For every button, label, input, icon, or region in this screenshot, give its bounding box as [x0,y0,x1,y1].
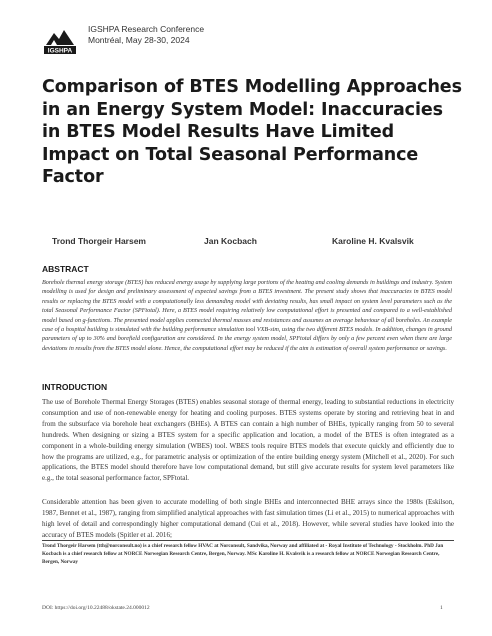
author-harsem: Trond Thorgeir Harsem [52,236,146,246]
conference-name: IGSHPA Research Conference [88,24,205,34]
doi-link[interactable]: DOI: https://doi.org/10.22488/okstate.24.000012 [42,605,150,611]
conference-info [88,24,204,46]
author-kvalsvik: Karoline H. Kvalsvik [332,236,414,246]
igshpa-logo [42,25,78,55]
introduction-paragraph-1: The use of Borehole Thermal Energy Storages (BTES) enables seasonal storage of thermal energy, leading to substantial reductions in electricity consumption and use of non-renewable energy for heating and cooling purposes. BTES systems operate by storing and retrieving heat in and from the subsurface via borehole heat exchangers (BHEs). A BTES can contain a high number of BHEs, typically ranging from 50 to several hundreds. When designing or sizing a BTES system for a specific application and location, a model of the BTES is often integrated as a component in a whole-building energy simulation (WBES) tool. WBES tools require BTES models that execute quickly and efficiently due to how the programs are utilized, e.g., for parametric analysis or optimization of the entire building energy system (Mitchell et al., 2020). For such applications, the BTES model should therefore have low computational demand, but still give accurate results for system level parameters like e.g., the total seasonal performance factor, SPFtotal. [42,398,454,483]
conference-location-date: Montréal, May 28-30, 2024 [88,35,190,45]
abstract-text: Borehole thermal energy storage (BTES) has reduced energy usage by supplying large portions of the heating and cooling demands in buildings and industry. System modelling is used for design and preliminary assessment of expected savings from a BTES investment. The present study shows that inaccuracies in BTES model results or replacing the BTES model with a computationally less demanding model with deviating results, has small impact on system level parameters such as the total Seasonal Performance Factor (SPFtotal). Here, a BTES model requiring relatively low computational effort is presented and compared to a well-established model based on g-functions. The presented model applies connected thermal masses and resistances and assumes an average behaviour of all boreholes. An example case of a hospital building is simulated with the building performance simulation tool VXB-sim, using the two different BTES models. In addition, changes in ground parameters of up to 30% and borefield configuration are considered. In the energy system model, SPFtotal differs by only a few percent even when there are large deviations in results from the BTES model alone. Hence, the computational effort may be reduced if the aim is estimation of overall system performance or savings. [42,279,452,352]
page-number: 1 [440,605,443,611]
paper-title: Comparison of BTES Modelling Approaches in an Energy System Model: Inaccuracies in BTES Model Results Have Limited Impact on Total Seasonal Performance Factor [42,77,462,187]
abstract-heading: ABSTRACT [42,264,89,274]
footnote-divider [42,540,454,541]
author-affiliation-footnote: Trond Thorgeir Harsem (tth@norconsult.no) is a chief research fellow HVAC at Norconsult, Sandvika, Norway and affiliated at - Royal Institute of Technology - Stockholm. PhD Jan Kocbach is a chief research fellow at NORCE Norwegian Research Centre, Bergen, Norway. MSc Karoline H. Kvalsvik is a research fellow at NORCE Norwegian Research Centre, Bergen, Norway [42,543,444,565]
introduction-heading: INTRODUCTION [42,382,108,392]
author-kocbach: Jan Kocbach [204,236,257,246]
logo-text: IGSHPA [47,47,73,55]
introduction-paragraph-2: Considerable attention has been given to accurate modelling of both single BHEs and interconnected BHE arrays since the 1980s (Eskilson, 1987, Bennet et al., 1987), ranging from simplified analytical approaches with fast simulation times (Li et al., 2015) to numerical approaches with high level of detail and correspondingly higher computational demand (Cui et al., 2018). However, while several studies have looked into the accuracy of BTES models (Spitler et al. 2016; [42,498,454,539]
